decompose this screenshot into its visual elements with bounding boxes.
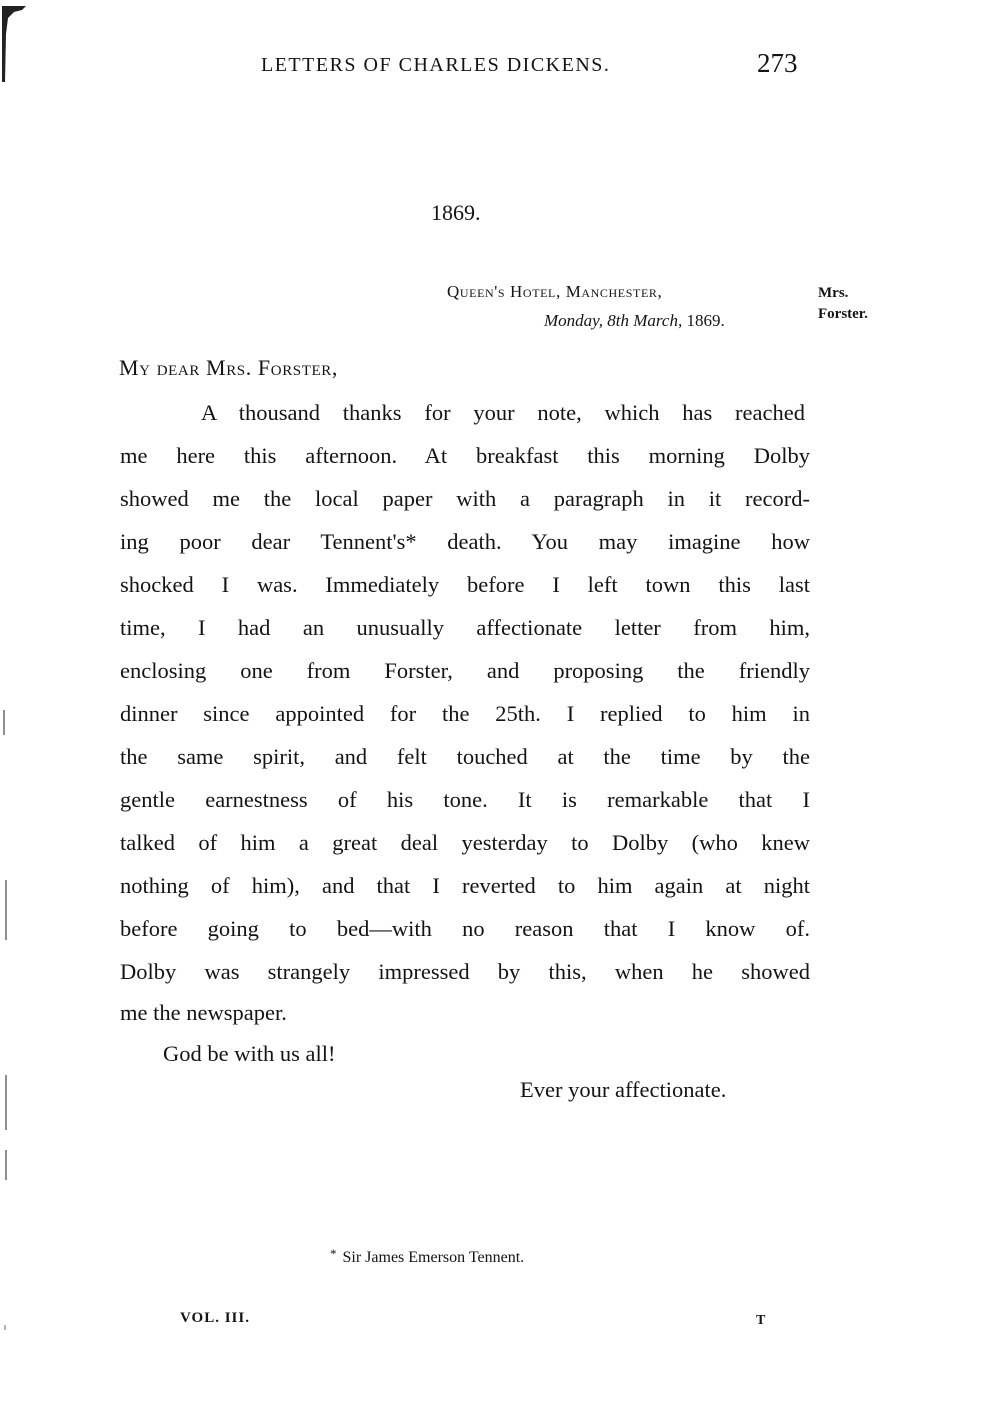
body-line: me the newspaper. [120, 1000, 287, 1025]
footnote-marker: * [330, 1246, 337, 1261]
body-line: time, I had an unusually affectionate letter from him, [120, 615, 810, 640]
body-line: before going to bed—with no reason that I know of. [120, 916, 810, 941]
sign-off: Ever your affectionate. [520, 1077, 727, 1102]
body-line: talked of him a great deal yesterday to Dolby (who knew [120, 830, 810, 855]
letter-dateline: Monday, 8th March, 1869. [544, 311, 725, 330]
margin-note-recipient: Mrs. Forster. [818, 285, 868, 322]
closing-line: God be with us all! [163, 1041, 336, 1066]
body-line: shocked I was. Immediately before I left town this last [120, 572, 810, 597]
date-weekday: Monday [544, 311, 599, 330]
footnote-text: Sir James Emerson Tennent. [342, 1249, 525, 1266]
body-line: nothing of him), and that I reverted to him again at night [120, 873, 810, 898]
body-line: gentle earnestness of his tone. It is remarkable that I [120, 787, 810, 812]
body-line: enclosing one from Forster, and proposing the friendly [120, 658, 810, 683]
scan-edge-marks [0, 0, 14, 1405]
body-line: Dolby was strangely impressed by this, when he showed [120, 959, 810, 984]
footnote [330, 1246, 524, 1267]
letter-address: Queen's Hotel, Manchester, [447, 282, 663, 301]
body-line: A thousand thanks for your note, which has reached [201, 400, 805, 425]
body-line: me here this afternoon. At breakfast this morning Dolby [120, 443, 810, 468]
volume-signature: VOL. III. [180, 1310, 250, 1326]
page-number: 273 [757, 48, 798, 78]
date-day-month: 8th March, [607, 311, 683, 330]
body-line: the same spirit, and felt touched at the time by the [120, 744, 810, 769]
gathering-signature: T [756, 1313, 766, 1328]
year-heading: 1869. [431, 200, 481, 225]
salutation: My dear Mrs. Forster, [119, 355, 338, 380]
body-line: ing poor dear Tennent's* death. You may imagine how [120, 529, 810, 554]
running-title: LETTERS OF CHARLES DICKENS. [261, 54, 611, 76]
body-line: showed me the local paper with a paragraph in it record- [120, 486, 810, 511]
body-line: dinner since appointed for the 25th. I replied to him in [120, 701, 810, 726]
date-year: 1869. [686, 311, 725, 330]
